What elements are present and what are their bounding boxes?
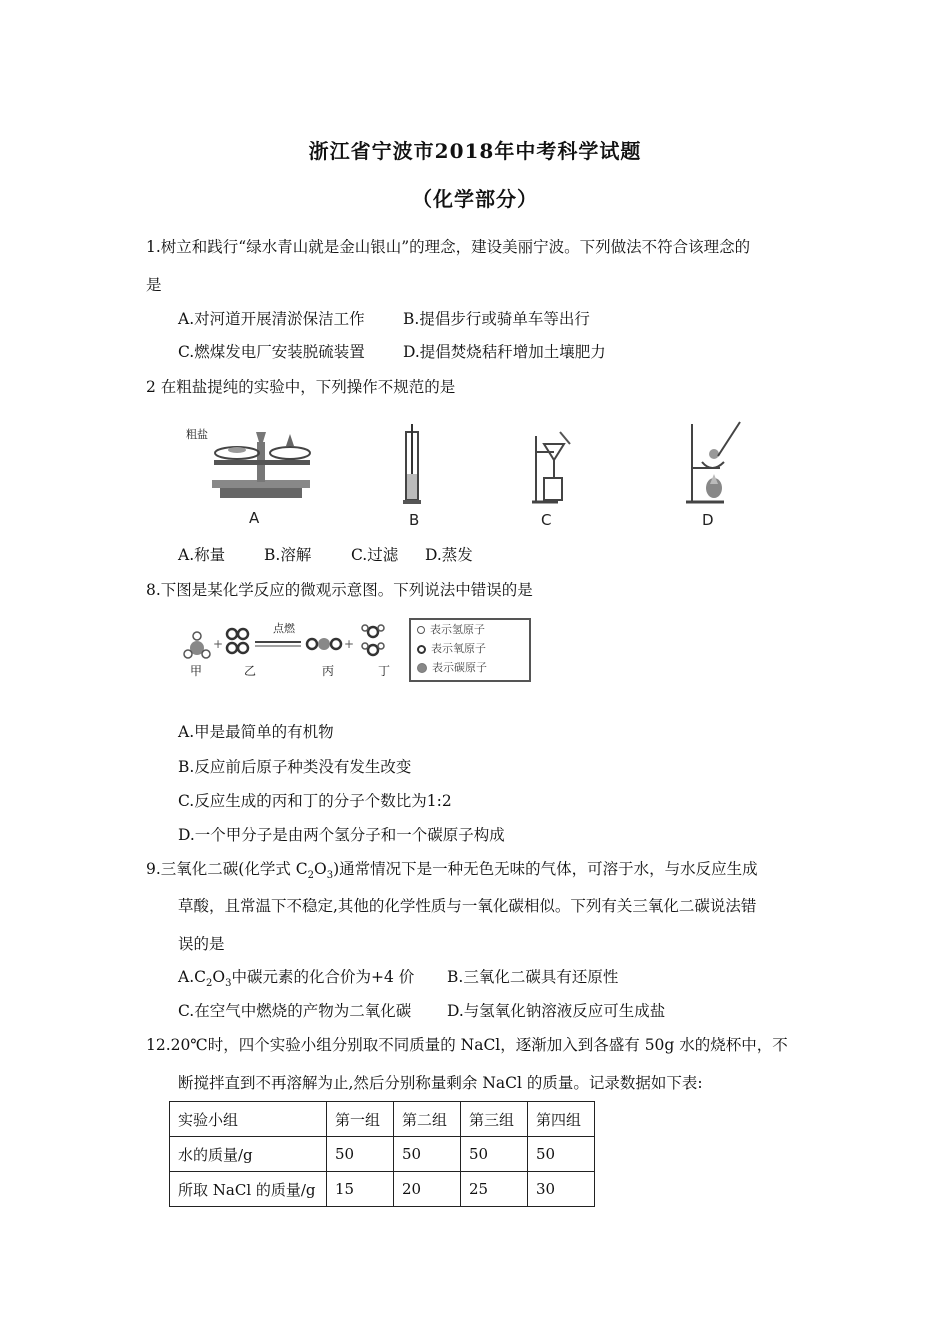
- q2-stem: 2 在粗盐提纯的实验中，下列操作不规范的是: [146, 378, 456, 396]
- figure-label-a: A: [249, 509, 260, 527]
- species-label-ding: 丁: [378, 664, 391, 678]
- table-header-row: [170, 1102, 595, 1137]
- page-title: 浙江省宁波市2018年中考科学试题: [308, 139, 642, 163]
- q8-option-c: C.反应生成的丙和丁的分子个数比为1:2: [178, 792, 452, 810]
- table-cell: 15: [327, 1172, 394, 1207]
- table-cell: 50: [327, 1137, 394, 1172]
- cylinder-figure: [398, 424, 428, 506]
- q1-option-d: D.提倡焚烧秸秆增加土壤肥力: [403, 343, 606, 361]
- q1-option-a: A.对河道开展清淤保洁工作: [178, 310, 365, 328]
- q9-option-a: $A.C_2O_3$中碳元素的化合价为+4 价: [178, 968, 415, 990]
- legend-hydrogen: 表示氢原子: [411, 620, 529, 639]
- q2-option-b: B.溶解: [264, 546, 312, 564]
- coarse-salt-label: 粗盐: [186, 428, 208, 441]
- q1-option-c: C.燃煤发电厂安装脱硫装置: [178, 343, 365, 361]
- reaction-condition: 点燃: [273, 622, 295, 635]
- species-label-yi: 乙: [244, 664, 257, 678]
- q9-option-b: B.三氧化二碳具有还原性: [447, 968, 619, 986]
- oxygen-atom-icon: [417, 645, 426, 654]
- q9-stem-line2: 草酸，且常温下不稳定,其他的化学性质与一氧化碳相似。下列有关三氧化二碳说法错: [178, 897, 757, 915]
- table-header-cell: 第二组: [394, 1102, 461, 1137]
- table-header-cell: 实验小组: [170, 1102, 327, 1137]
- table-header-cell: 第三组: [461, 1102, 528, 1137]
- q9-option-c: C.在空气中燃烧的产物为二氧化碳: [178, 1002, 412, 1020]
- q1-stem-line2: 是: [146, 276, 162, 294]
- table-cell: 所取 NaCl 的质量/g: [170, 1172, 327, 1207]
- table-cell: 50: [461, 1137, 528, 1172]
- q9-stem-line3: 误的是: [178, 935, 225, 953]
- species-label-jia: 甲: [190, 664, 203, 678]
- figure-label-d: D: [702, 511, 714, 529]
- q12-stem-line1: 12.20℃时，四个实验小组分别取不同质量的 NaCl，逐渐加入到各盛有 50g 水的烧杯中，不: [146, 1036, 788, 1054]
- page-subtitle: （化学部分）: [412, 187, 538, 211]
- table-cell: 50: [528, 1137, 595, 1172]
- q9-option-d: D.与氢氧化钠溶液反应可生成盐: [447, 1002, 666, 1020]
- table-cell: 水的质量/g: [170, 1137, 327, 1172]
- svg-text:+: +: [344, 637, 355, 651]
- table-cell: 25: [461, 1172, 528, 1207]
- q1-option-b: B.提倡步行或骑单车等出行: [403, 310, 590, 328]
- table-cell: 50: [394, 1137, 461, 1172]
- table-row: [170, 1137, 595, 1172]
- q2-option-d: D.蒸发: [425, 546, 473, 564]
- evaporation-figure: [684, 418, 749, 506]
- q8-option-a: A.甲是最简单的有机物: [178, 723, 334, 741]
- q2-option-c: C.过滤: [351, 546, 399, 564]
- species-label-bing: 丙: [322, 664, 335, 678]
- legend-carbon: 表示碳原子: [411, 658, 529, 677]
- q1-stem-line1: 1.树立和践行“绿水青山就是金山银山”的理念，建设美丽宁波。下列做法不符合该理念的: [146, 238, 751, 256]
- hydrogen-atom-icon: [417, 626, 425, 634]
- q12-stem-line2: 断搅拌直到不再溶解为止,然后分别称量剩余 NaCl 的质量。记录数据如下表:: [178, 1074, 703, 1092]
- results-table: [169, 1101, 595, 1207]
- q8-option-d: D.一个甲分子是由两个氢分子和一个碳原子构成: [178, 826, 505, 844]
- table-cell: 20: [394, 1172, 461, 1207]
- figure-label-c: C: [541, 511, 552, 529]
- table-cell: 30: [528, 1172, 595, 1207]
- table-row: [170, 1172, 595, 1207]
- q2-option-a: A.称量: [178, 546, 226, 564]
- svg-text:+: +: [213, 637, 224, 651]
- q8-option-b: B.反应前后原子种类没有发生改变: [178, 758, 412, 776]
- table-header-cell: 第一组: [327, 1102, 394, 1137]
- figure-label-b: B: [409, 511, 420, 529]
- q9-stem-line1: 9.三氧化二碳(化学式 $C_2O_3$)通常情况下是一种无色无味的气体，可溶于水，与水反应生成: [146, 860, 758, 882]
- carbon-atom-icon: [417, 663, 427, 673]
- atom-legend: [409, 618, 531, 682]
- filtration-figure: [530, 430, 575, 505]
- table-header-cell: 第四组: [528, 1102, 595, 1137]
- q8-stem: 8.下图是某化学反应的微观示意图。下列说法中错误的是: [146, 581, 533, 599]
- legend-oxygen: 表示氧原子: [411, 639, 529, 658]
